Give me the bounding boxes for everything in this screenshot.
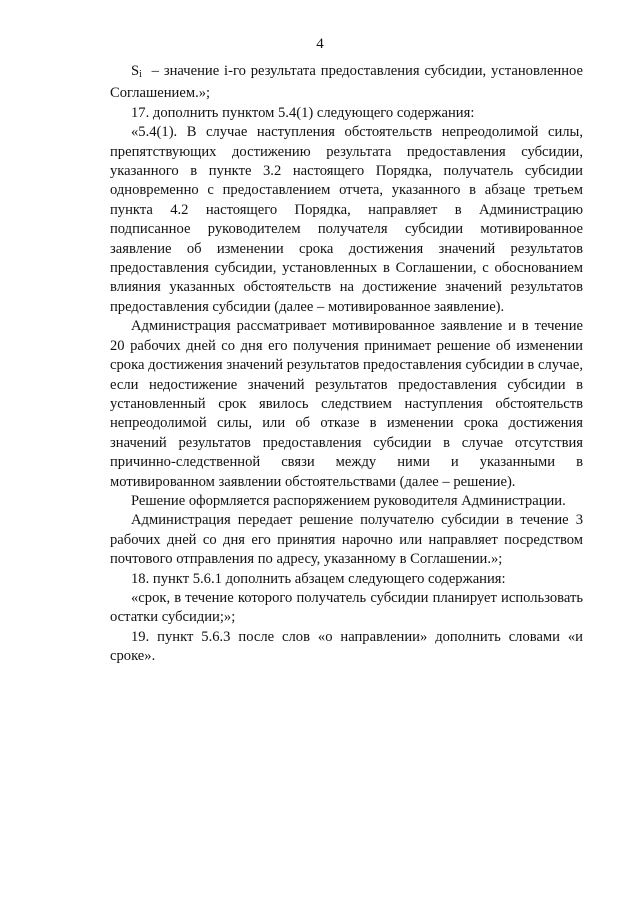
formula-dash: – xyxy=(151,63,159,79)
paragraph-formula-definition xyxy=(110,62,583,104)
formula-symbol: S xyxy=(131,63,140,79)
paragraph-decision-transfer: Администрация передает решение получателю субсидии в течение 3 рабочих дней со дня его принятия нарочно или направляет посредством почтового отправления по адресу, указанному в Соглашении.»; xyxy=(110,512,583,568)
paragraph-administration-review: Администрация рассматривает мотивированное заявление и в течение 20 рабочих дней со дня его получения принимает решение об изменении срока достижения значений результатов предоставления субсидии в случае, если недостижение значений результатов предоставления субсидии в установленный срок явилось следствием наступления обстоятельств непреодолимой силы, или об отказе в изменении срока достижения значений результатов предоставления субсидии в случае отсутствия причинно-следственной связи между ними и указанными в мотивированном заявлении обстоятельствами (далее – решение). xyxy=(110,318,583,490)
paragraph-item-17: 17. дополнить пунктом 5.4(1) следующего содержания: xyxy=(131,104,475,121)
document-body xyxy=(110,62,583,667)
formula-subscript: i xyxy=(139,69,142,80)
paragraph-item-18: 18. пункт 5.6.1 дополнить абзацем следующего содержания: xyxy=(131,570,506,587)
paragraph-decision-form: Решение оформляется распоряжением руководителя Администрации. xyxy=(131,492,566,509)
page-number: 4 xyxy=(316,36,324,52)
paragraph-clause-5-6-1-addition: «срок, в течение которого получатель субсидии планирует использовать остатки субсидии;»; xyxy=(110,589,583,626)
paragraph-text: значение i-го результата предоставления субсидии, установленное Соглашением.»; xyxy=(110,63,583,102)
paragraph-item-19: 19. пункт 5.6.3 после слов «о направлении» дополнить словами «и сроке». xyxy=(110,628,583,665)
paragraph-clause-5-4-1: «5.4(1). В случае наступления обстоятельств непреодолимой силы, препятствующих достижению результата предоставления субсидии, указанного в пункте 3.2 настоящего Порядка, получатель субсидии одновременно с предоставлением отчета, указанного в абзаце третьем пункта 4.2 настоящего Порядка, направляет в Администрацию подписанное руководителем получателя субсидии мотивированное заявление об изменении срока достижения значений результатов предоставления субсидии, установленных в Соглашении, с обоснованием влияния указанных обстоятельств на достижение значений результатов предоставления субсидии (далее – мотивированное заявление). xyxy=(110,124,583,315)
